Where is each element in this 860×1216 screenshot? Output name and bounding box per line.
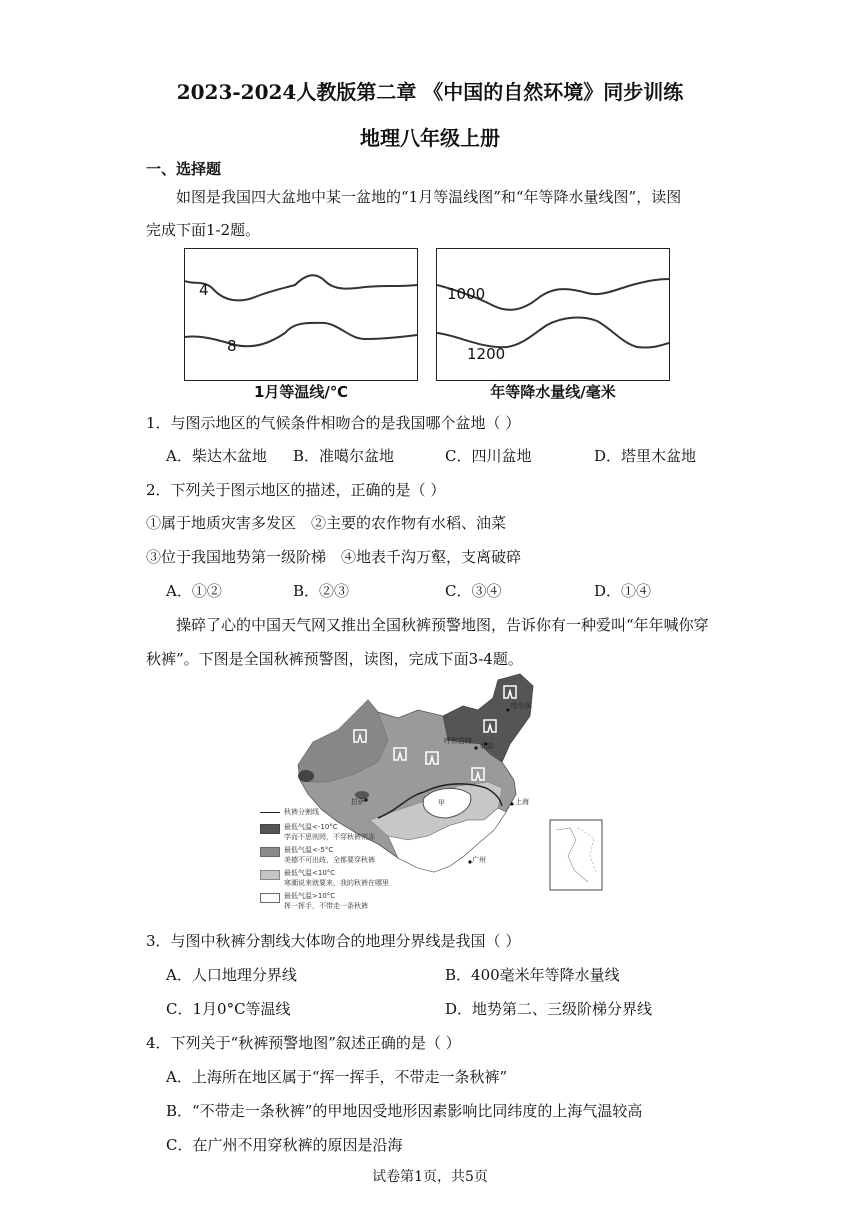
legend-item-caption: 美德不可出歧，全都要穿秋裤 <box>284 856 375 864</box>
page-footer: 试卷第1页，共5页 <box>372 1169 488 1185</box>
question-2-option-b: B．②③ <box>293 582 350 600</box>
legend-line-swatch <box>260 812 280 813</box>
question-3-option-a: A．人口地理分界线 <box>166 966 297 984</box>
intro-paragraph-2-cont: 秋裤”。下图是全国秋裤预警图，读图，完成下面3-4题。 <box>146 650 523 668</box>
legend-item-caption: 寒潮说来就要来，我的秋裤在哪里 <box>284 879 389 887</box>
map-label-shanghai: 上海 <box>515 798 529 806</box>
isotherm-caption: 1月等温线/℃ <box>253 383 349 401</box>
map-label-beijing: 北京 <box>480 742 494 750</box>
question-3-option-c: C．1月0°C等温线 <box>166 1000 291 1018</box>
question-4-option-c: C．在广州不用穿秋裤的原因是沿海 <box>166 1136 403 1154</box>
question-3-option-d: D．地势第二、三级阶梯分界线 <box>445 1000 653 1018</box>
question-4-stem: 4．下列关于“秋裤预警地图”叙述正确的是（ ） <box>146 1034 461 1052</box>
map-legend <box>260 806 410 911</box>
question-4-option-a: A．上海所在地区属于“挥一挥手，不带走一条秋裤” <box>166 1068 508 1086</box>
legend-swatch <box>260 824 280 834</box>
legend-item-caption: 挥一挥手，不带走一条秋裤 <box>284 902 368 910</box>
map-label-hohhot: 呼和浩特 <box>444 737 472 745</box>
china-qiuku-warning-map <box>258 670 608 910</box>
document-title: 2023-2024人教版第二章 《中国的自然环境》同步训练 <box>176 80 684 104</box>
question-2-stem: 2．下列关于图示地区的描述，正确的是（ ） <box>146 481 446 499</box>
map-label-harbin: 哈尔滨 <box>511 702 532 710</box>
question-3-stem: 3．与图中秋裤分割线大体吻合的地理分界线是我国（ ） <box>146 932 521 950</box>
legend-boundary-label: 秋裤分割线 <box>284 808 319 816</box>
map-label-jia: 甲 <box>438 799 445 807</box>
map-label-lhasa: 拉萨 <box>351 798 365 806</box>
isotherm-label-4: 4 <box>199 281 209 299</box>
legend-boundary-row <box>260 806 410 818</box>
legend-item <box>260 845 410 865</box>
map-label-guangzhou: 广州 <box>472 856 486 864</box>
question-1-option-b: B．准噶尔盆地 <box>293 447 395 465</box>
legend-item <box>260 891 410 911</box>
legend-item-caption: 学而不思则罔，不穿秋裤则冻 <box>284 833 375 841</box>
question-2-statements-1: ①属于地质灾害多发区 ②主要的农作物有水稻、油菜 <box>146 514 507 532</box>
legend-swatch <box>260 870 280 880</box>
question-2-option-c: C．③④ <box>445 582 502 600</box>
isohyet-label-1000: 1000 <box>447 285 486 303</box>
isotherm-lines <box>185 249 417 380</box>
question-1-option-c: C．四川盆地 <box>445 447 532 465</box>
question-2-option-a: A．①② <box>166 582 222 600</box>
question-4-option-b: B．“不带走一条秋裤”的甲地因受地形因素影响比同纬度的上海气温较高 <box>166 1102 643 1120</box>
question-2-statements-2: ③位于我国地势第一级阶梯 ④地表千沟万壑，支离破碎 <box>146 548 522 566</box>
intro-paragraph-2: 操碎了心的中国天气网又推出全国秋裤预警地图，告诉你有一种爱叫“年年喊你穿 <box>176 616 709 634</box>
isotherm-figure <box>184 248 418 381</box>
question-1-option-a: A．柴达木盆地 <box>166 447 267 465</box>
document-subtitle: 地理八年级上册 <box>360 126 500 150</box>
isotherm-label-8: 8 <box>227 337 237 355</box>
legend-swatch <box>260 847 280 857</box>
intro-paragraph-1: 如图是我国四大盆地中某一盆地的“1月等温线图”和“年等降水量线图”，读图 <box>176 188 682 206</box>
question-2-option-d: D．①④ <box>594 582 652 600</box>
question-1-stem: 1．与图示地区的气候条件相吻合的是我国哪个盆地（ ） <box>146 414 521 432</box>
intro-paragraph-1-cont: 完成下面1-2题。 <box>146 221 261 239</box>
legend-item-title: 最低气温>10°C <box>284 892 336 900</box>
isohyet-figure <box>436 248 670 381</box>
legend-item-title: 最低气温<-5°C <box>284 846 334 854</box>
legend-item <box>260 868 410 888</box>
question-3-option-b: B．400毫米年等降水量线 <box>445 966 620 984</box>
isohyet-caption: 年等降水量线/毫米 <box>490 383 616 401</box>
section-heading: 一、选择题 <box>146 160 222 178</box>
legend-item-title: 最低气温<10°C <box>284 869 336 877</box>
legend-item-title: 最低气温<-10°C <box>284 823 338 831</box>
legend-swatch <box>260 893 280 903</box>
question-1-option-d: D．塔里木盆地 <box>594 447 697 465</box>
isohyet-label-1200: 1200 <box>467 345 506 363</box>
legend-item <box>260 822 410 842</box>
